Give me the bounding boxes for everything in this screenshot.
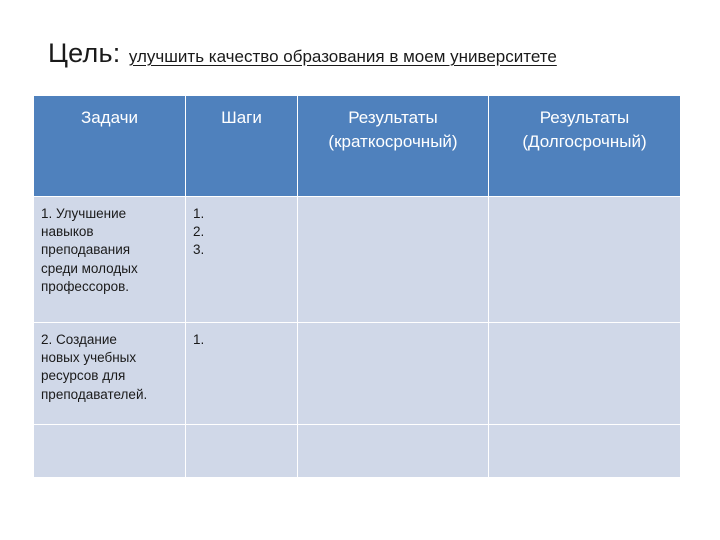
step-line: 2.	[193, 224, 205, 240]
task-line: ресурсов для	[41, 368, 126, 384]
header-long-term-results	[489, 96, 681, 197]
header-short-term-results	[298, 96, 489, 197]
header-long-term-line1: Результаты	[539, 108, 630, 127]
task-line: преподавания	[41, 242, 131, 258]
task-line: новых учебных	[41, 350, 137, 366]
header-short-term-line1: Результаты	[348, 108, 438, 127]
steps-cell	[186, 197, 298, 323]
header-steps: Шаги	[186, 96, 298, 197]
table-row	[34, 425, 681, 478]
long-term-cell	[489, 197, 681, 323]
long-term-cell	[489, 425, 681, 478]
plan-table	[33, 95, 681, 478]
header-long-term-line2: (Долгосрочный)	[522, 131, 647, 151]
task-cell	[34, 197, 186, 323]
short-term-cell	[298, 425, 489, 478]
header-tasks: Задачи	[34, 96, 186, 197]
task-line: среди молодых	[41, 260, 138, 276]
table-row	[34, 197, 681, 323]
step-line: 1.	[193, 332, 205, 347]
steps-cell	[186, 323, 298, 425]
task-cell	[34, 323, 186, 425]
task-cell	[34, 425, 186, 478]
long-term-cell	[489, 323, 681, 425]
title-label: Цель:	[48, 38, 121, 68]
short-term-cell	[298, 323, 489, 425]
task-line: 1. Улучшение	[41, 206, 127, 221]
task-line: 2. Создание	[41, 332, 117, 347]
title-text: улучшить качество образования в моем университете	[128, 47, 557, 66]
header-short-term-line2: (краткосрочный)	[328, 131, 458, 151]
task-line: навыков	[41, 224, 94, 240]
short-term-cell	[298, 197, 489, 323]
task-line: преподавателей.	[41, 386, 148, 402]
slide-title	[48, 38, 557, 69]
step-line: 3.	[193, 242, 205, 258]
steps-cell	[186, 425, 298, 478]
table-header-row	[34, 96, 681, 197]
step-line: 1.	[193, 206, 205, 221]
task-line: профессоров.	[41, 278, 130, 294]
table-row	[34, 323, 681, 425]
